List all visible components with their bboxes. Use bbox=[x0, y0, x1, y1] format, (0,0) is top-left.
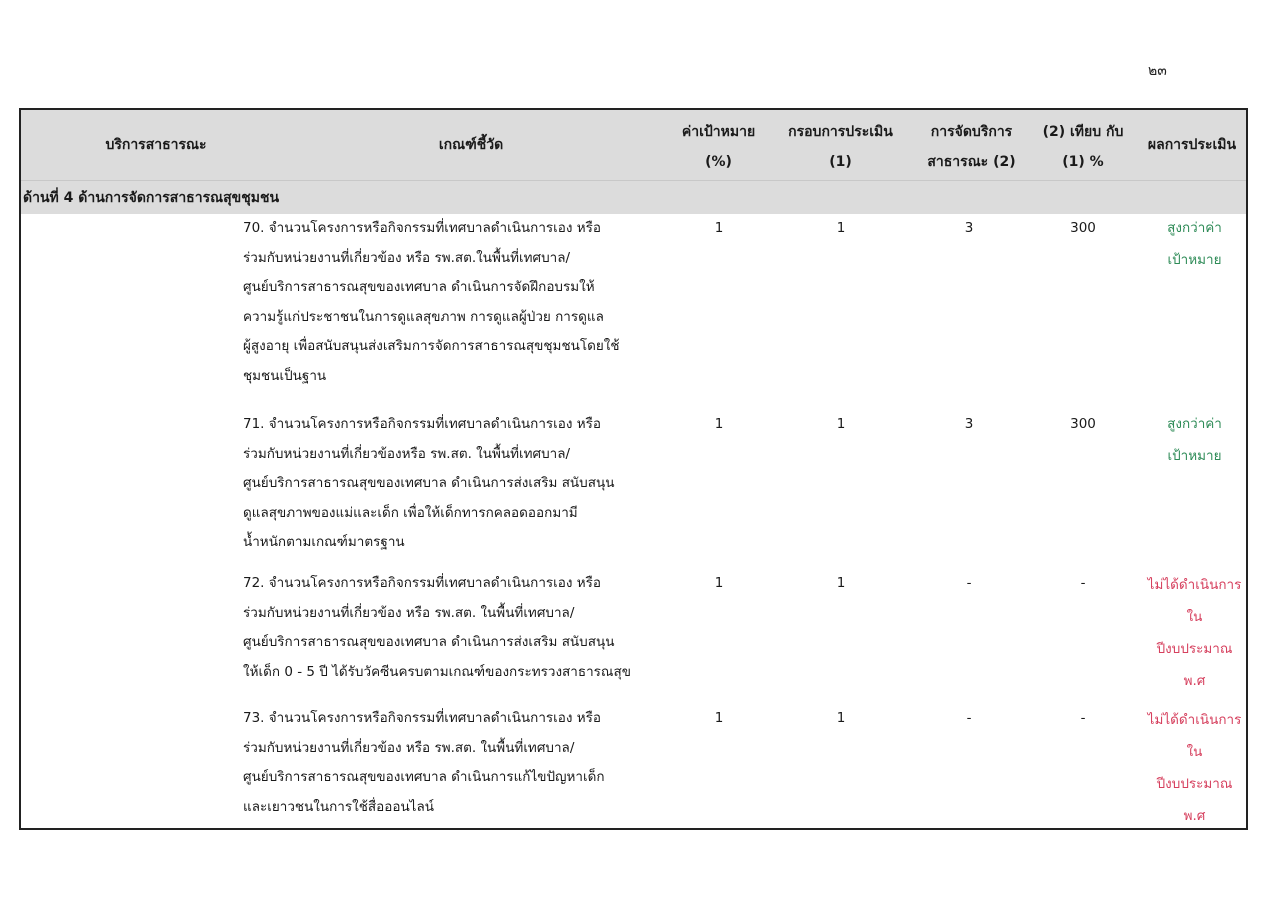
framework-73: 1 bbox=[836, 710, 846, 726]
section-row bbox=[21, 180, 1246, 214]
compare-70: 300 bbox=[1070, 220, 1096, 236]
header-framework-line1: กรอบการประเมิน bbox=[788, 124, 893, 140]
framework-70: 1 bbox=[836, 220, 846, 236]
target-72: 1 bbox=[714, 575, 724, 591]
criterion-71: 71. จำนวนโครงการหรือกิจกรรมที่เทศบาลดำเนินการเอง หรือ ร่วมกับหน่วยงานที่เกี่ยวข้องหรือ รพ.สต. ในพื้นที่เทศบาล/ ศูนย์บริการสาธารณสุขของเทศบาล ดำเนินการส่งเสริม สนับสนุน ดูแลสุขภาพของแม่และเด็ก เพื่อให้เด็กทารกคลอดออกมามี น้ำหนักตามเกณฑ์มาตรฐาน bbox=[243, 416, 615, 550]
header-service: บริการสาธารณะ bbox=[105, 137, 207, 153]
criterion-70: 70. จำนวนโครงการหรือกิจกรรมที่เทศบาลดำเนินการเอง หรือ ร่วมกับหน่วยงานที่เกี่ยวข้อง หรือ รพ.สต.ในพื้นที่เทศบาล/ ศูนย์บริการสาธารณสุขของเทศบาล ดำเนินการจัดฝึกอบรมให้ ความรู้แก่ประชาชนในการดูแลสุขภาพ การดูแลผู้ป่วย การดูแล ผู้สูงอายุ เพื่อสนับสนุนส่งเสริมการจัดการสาธารณสุขชุมชนโดยใช้ ชุมชนเป็นฐาน bbox=[243, 220, 620, 384]
provision-71: 3 bbox=[964, 416, 974, 432]
framework-71: 1 bbox=[836, 416, 846, 432]
framework-72: 1 bbox=[836, 575, 846, 591]
criterion-72: 72. จำนวนโครงการหรือกิจกรรมที่เทศบาลดำเนินการเอง หรือ ร่วมกับหน่วยงานที่เกี่ยวข้อง หรือ รพ.สต. ในพื้นที่เทศบาล/ ศูนย์บริการสาธารณสุขของเทศบาล ดำเนินการส่งเสริม สนับสนุน ให้เด็ก 0 - 5 ปี ได้รับวัคซีนครบตามเกณฑ์ของกระทรวงสาธารณสุข bbox=[243, 575, 631, 680]
header-result: ผลการประเมิน bbox=[1147, 137, 1237, 153]
result-70: สูงกว่าค่า เป้าหมาย bbox=[1167, 220, 1222, 268]
header-compare bbox=[1033, 117, 1133, 177]
provision-70: 3 bbox=[964, 220, 974, 236]
header-compare-line1: (2) เทียบ กับ bbox=[1042, 124, 1124, 140]
header-indicator: เกณฑ์ชี้วัด bbox=[438, 137, 504, 153]
header-compare-line2: (1) % bbox=[1062, 154, 1104, 170]
header-provision-line2: สาธารณะ (2) bbox=[927, 154, 1016, 170]
provision-73: - bbox=[966, 710, 972, 726]
compare-72: - bbox=[1080, 575, 1086, 591]
header-provision-line1: การจัดบริการ bbox=[930, 124, 1013, 140]
result-73: ไม่ได้ดำเนินการ ใน ปีงบประมาณ พ.ศ bbox=[1147, 712, 1242, 824]
header-target bbox=[671, 117, 766, 177]
header-framework-line2: (1) bbox=[829, 154, 852, 170]
header-target-line1: ค่าเป้าหมาย bbox=[681, 124, 756, 140]
header-provision bbox=[914, 117, 1029, 177]
page-number: ๒๓ bbox=[1148, 63, 1167, 79]
header-framework bbox=[778, 117, 903, 177]
result-71: สูงกว่าค่า เป้าหมาย bbox=[1167, 416, 1222, 464]
compare-71: 300 bbox=[1070, 416, 1096, 432]
criterion-73: 73. จำนวนโครงการหรือกิจกรรมที่เทศบาลดำเนินการเอง หรือ ร่วมกับหน่วยงานที่เกี่ยวข้อง หรือ รพ.สต. ในพื้นที่เทศบาล/ ศูนย์บริการสาธารณสุขของเทศบาล ดำเนินการแก้ไขปัญหาเด็ก และเยาวชนในการใช้สื่อออนไลน์ bbox=[243, 710, 605, 815]
result-72: ไม่ได้ดำเนินการ ใน ปีงบประมาณ พ.ศ bbox=[1147, 577, 1242, 689]
target-71: 1 bbox=[714, 416, 724, 432]
provision-72: - bbox=[966, 575, 972, 591]
table-header-row bbox=[21, 110, 1246, 180]
header-target-line2: (%) bbox=[705, 154, 732, 170]
section-title: ด้านที่ 4 ด้านการจัดการสาธารณสุขชุมชน bbox=[23, 190, 280, 206]
compare-73: - bbox=[1080, 710, 1086, 726]
target-73: 1 bbox=[714, 710, 724, 726]
target-70: 1 bbox=[714, 220, 724, 236]
evaluation-table bbox=[19, 108, 1248, 830]
